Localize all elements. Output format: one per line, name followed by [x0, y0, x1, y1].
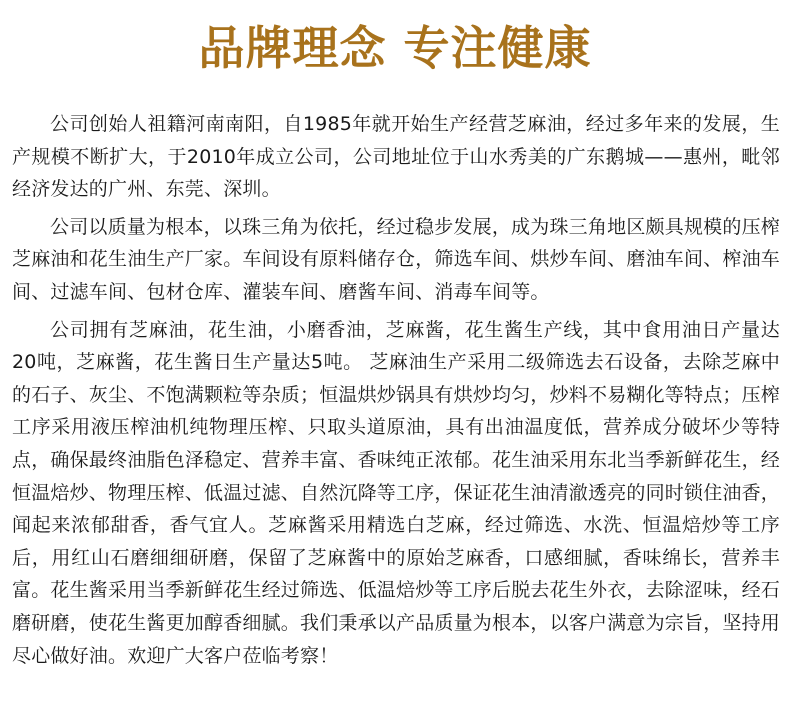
article-body [12, 108, 780, 677]
paragraph-founder: 公司创始人祖籍河南南阳，自1985年就开始生产经营芝麻油，经过多年来的发展，生产规模不断扩大，于2010年成立公司，公司地址位于山水秀美的广东鹅城——惠州，毗邻经济发达的广州、东莞、深圳。 [12, 113, 780, 201]
paragraph-facilities: 公司以质量为根本，以珠三角为依托，经过稳步发展，成为珠三角地区颇具规模的压榨芝麻油和花生油生产厂家。车间设有原料储存仓，筛选车间、烘炒车间、磨油车间、榨油车间、过滤车间、包材仓库、灌装车间、磨酱车间、消毒车间等。 [12, 215, 781, 303]
paragraph-production: 公司拥有芝麻油，花生油，小磨香油，芝麻酱，花生酱生产线，其中食用油日产量达20吨，芝麻酱，花生酱日生产量达5吨。 芝麻油生产采用二级筛选去石设备，去除芝麻中的石子、灰尘、不饱满颗粒等杂质；恒温烘炒锅具有烘炒均匀，炒料不易糊化等特点；压榨工序采用液压榨油机纯物理压榨、只取头道原油，具有出油温度低，营养成分破坏少等特点，确保最终油脂色泽稳定、营养丰富、香味纯正浓郁。花生油采用东北当季新鲜花生，经恒温焙炒、物理压榨、低温过滤、自然沉降等工序，保证花生油清澈透亮的同时锁住油香，闻起来浓郁甜香，香气宜人。芝麻酱采用精选白芝麻，经过筛选、水洗、恒温焙炒等工序后，用红山石磨细细研磨，保留了芝麻酱中的原始芝麻香，口感细腻，香味绵长，营养丰富。花生酱采用当季新鲜花生经过筛选、低温焙炒等工序后脱去花生外衣，去除涩味，经石磨研磨，使花生酱更加醇香细腻。我们秉承以产品质量为根本，以客户满意为宗旨，坚持用尽心做好油。欢迎广大客户莅临考察！ [12, 318, 781, 667]
page-title: 品牌理念 专注健康 [198, 21, 592, 75]
